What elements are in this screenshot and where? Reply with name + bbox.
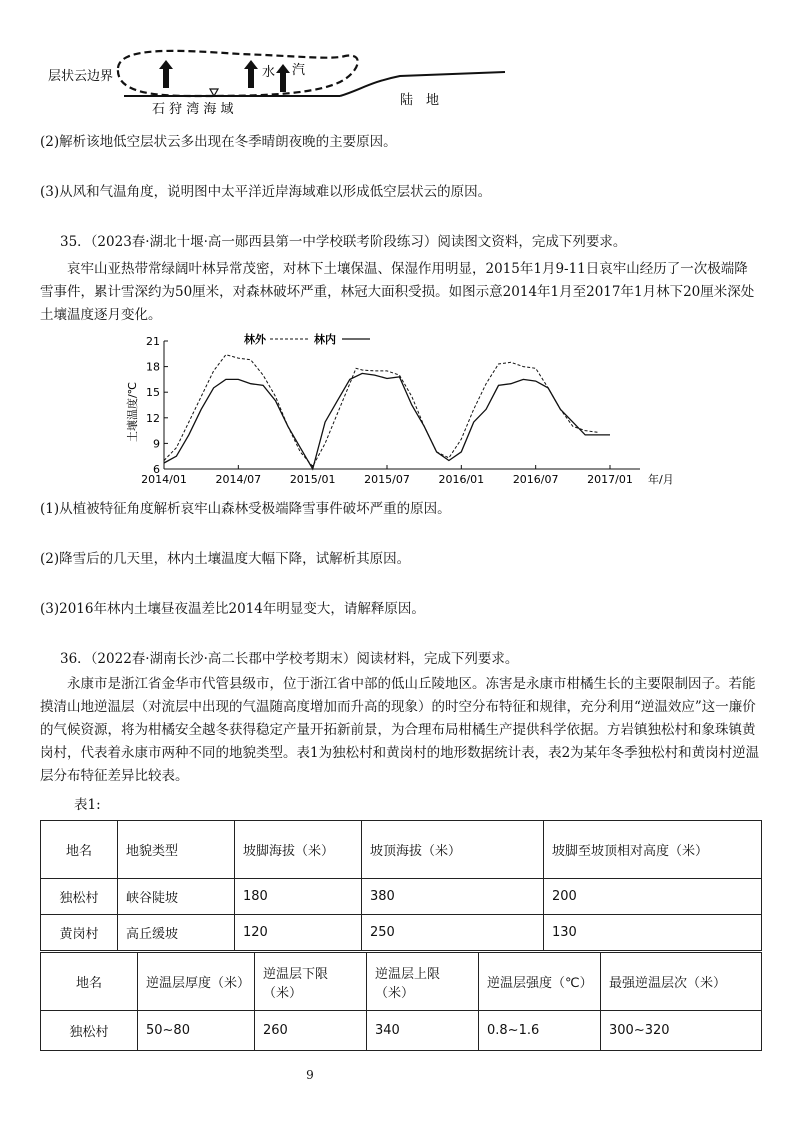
table-cell: 0.8~1.6 <box>479 1011 601 1051</box>
vapor-label: 水 <box>262 65 276 80</box>
series-line-inside <box>164 373 610 469</box>
table-header-cell: 地名 <box>41 953 138 1011</box>
table-cell: 250 <box>362 915 544 951</box>
table1 <box>40 820 762 951</box>
land-label: 陆 地 <box>400 93 440 108</box>
table-cell: 260 <box>255 1011 367 1051</box>
page-number: 9 <box>306 1068 314 1082</box>
table2 <box>40 952 762 1051</box>
table-header-cell: 地名 <box>41 821 118 879</box>
table-cell: 340 <box>367 1011 479 1051</box>
table-header-row <box>41 953 762 1011</box>
table-header-cell: 逆温层上限（米） <box>367 953 479 1011</box>
y-tick-label: 6 <box>153 463 160 476</box>
table-header-cell: 逆温层强度（℃） <box>479 953 601 1011</box>
vapor-label: 汽 <box>292 63 306 78</box>
soil-temp-chart <box>120 330 690 490</box>
table-row <box>41 879 762 915</box>
y-tick-label: 12 <box>146 411 160 425</box>
x-tick-label: 2014/01 <box>141 473 187 486</box>
table-cell: 180 <box>235 879 362 915</box>
y-tick-label: 18 <box>146 360 160 374</box>
table-header-cell: 地貌类型 <box>118 821 235 879</box>
q34-part3: (3)从风和气温角度，说明图中太平洋近岸海域难以形成低空层状云的原因。 <box>40 184 492 200</box>
y-tick-label: 21 <box>146 335 160 348</box>
series-line-outside <box>164 355 598 467</box>
x-tick-label: 2015/07 <box>364 473 410 486</box>
q35-part1: (1)从植被特征角度解析哀牢山森林受极端降雪事件破坏严重的原因。 <box>40 501 451 517</box>
y-axis-label: 土壤温度/℃ <box>126 381 139 443</box>
table-header-cell: 逆温层下限（米） <box>255 953 367 1011</box>
q35-header: 35．（2023春·湖北十堰·高一郧西县第一中学校联考阶段练习）阅读图文资料，完成下列要求。 <box>60 234 627 250</box>
table-cell: 黄岗村 <box>41 915 118 951</box>
q36-header: 36．（2022春·湖南长沙·高二长郡中学校考期末）阅读材料，完成下列要求。 <box>60 651 519 667</box>
q34-part2: (2)解析该地低空层状云多出现在冬季晴朗夜晚的主要原因。 <box>40 134 397 150</box>
sea-label: 石 狩 湾 海 域 <box>152 102 234 117</box>
x-axis-label: 年/月 <box>648 473 674 486</box>
cloud-boundary <box>118 51 358 96</box>
vapor-arrow <box>159 60 173 88</box>
x-tick-label: 2016/07 <box>512 473 559 486</box>
y-tick-label: 9 <box>153 437 160 451</box>
table-row <box>41 1011 762 1051</box>
table-cell: 50~80 <box>138 1011 255 1051</box>
q36-material: 永康市是浙江省金华市代管县级市，位于浙江省中部的低山丘陵地区。冻害是永康市柑橘生长的主要限制因子。若能摸清山地逆温层（对流层中出现的气温随高度增加而升高的现象）的时空分布特征和规律，充分利用“逆温效应”这一廉价的气候资源，将为柑橘安全越冬获得稳定产量开拓新前景，为合理布局柑橘生产提供科学依据。方岩镇独松村和象珠镇黄岗村，代表着永康市两种不同的地貌类型。表1为独松村和黄岗村的地形数据统计表，表2为某年冬季独松村和黄岗村逆温层分布特征差异比较表。 <box>40 676 760 784</box>
table-cell: 300~320 <box>601 1011 762 1051</box>
x-tick-label: 2017/01 <box>587 473 633 486</box>
table1-label: 表1: <box>74 797 101 813</box>
table-cell: 200 <box>544 879 762 915</box>
table-cell: 独松村 <box>41 879 118 915</box>
q35-material: 哀牢山亚热带常绿阔叶林异常茂密，对林下土壤保温、保湿作用明显，2015年1月9-11日哀牢山经历了一次极端降雪事件，累计雪深约为50厘米，对森林破坏严重，林冠大面积受损。如图示意2014年1月至2017年1月林下20厘米深处土壤温度逐月变化。 <box>40 261 755 323</box>
x-tick-label: 2016/01 <box>438 473 485 486</box>
table-cell: 380 <box>362 879 544 915</box>
chart-legend <box>244 332 370 346</box>
q35-part2: (2)降雪后的几天里，林内土壤温度大幅下降，试解析其原因。 <box>40 551 411 567</box>
table-header-cell: 坡脚至坡顶相对高度（米） <box>544 821 762 879</box>
legend-inside: 林内 <box>314 333 336 346</box>
legend-outside: 林外 <box>244 333 266 346</box>
q35-part3: (3)2016年林内土壤昼夜温差比2014年明显变大，请解释原因。 <box>40 601 425 617</box>
vapor-arrow <box>244 60 258 88</box>
table-cell: 峡谷陡坡 <box>118 879 235 915</box>
vapor-arrow <box>276 64 290 92</box>
table-cell: 独松村 <box>41 1011 138 1051</box>
table-header-cell: 逆温层厚度（米） <box>138 953 255 1011</box>
table-header-row <box>41 821 762 879</box>
table-cell: 120 <box>235 915 362 951</box>
table-header-cell: 坡脚海拔（米） <box>235 821 362 879</box>
y-tick-label: 15 <box>146 386 160 400</box>
x-tick-label: 2014/07 <box>215 473 262 486</box>
table-cell: 130 <box>544 915 762 951</box>
table-cell: 高丘缓坡 <box>118 915 235 951</box>
table-header-cell: 最强逆温层次（米） <box>601 953 762 1011</box>
cloud-figure <box>40 38 520 118</box>
x-tick-label: 2015/01 <box>289 473 336 486</box>
table-row <box>41 915 762 951</box>
boundary-label: 层状云边界 <box>48 69 114 84</box>
table-header-cell: 坡顶海拔（米） <box>362 821 544 879</box>
